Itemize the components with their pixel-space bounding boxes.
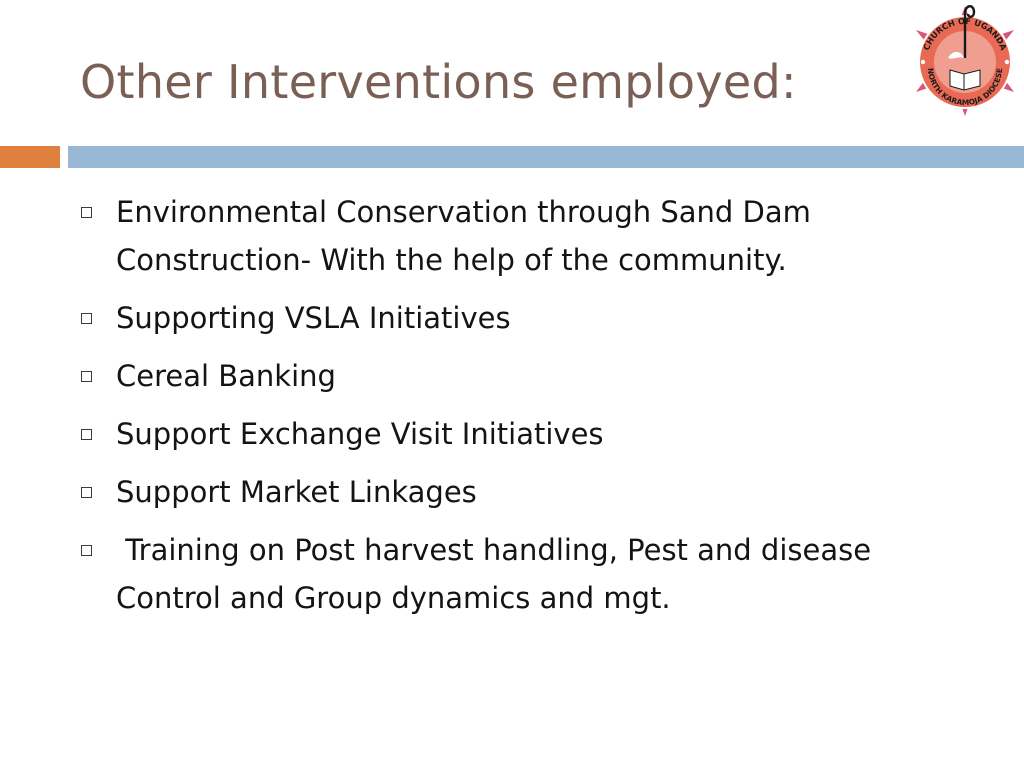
bullet-item [78,294,978,342]
hollow-square-icon [81,371,92,382]
bullet-item [78,468,978,516]
hollow-square-icon [81,487,92,498]
bullet-item [78,188,978,284]
bullet-item [78,526,978,622]
bullet-text: Environmental Conservation through Sand Dam Construction- With the help of the community. [116,195,811,277]
bullet-text: Support Exchange Visit Initiatives [116,417,604,451]
logo-top-text: CHURCH OF UGANDA [921,15,1009,52]
bullet-text: Supporting VSLA Initiatives [116,301,511,335]
hollow-square-icon [81,545,92,556]
title-rule-bar [68,146,1024,168]
bullet-text: Cereal Banking [116,359,336,393]
hollow-square-icon [81,313,92,324]
accent-bar [0,146,60,168]
hollow-square-icon [81,429,92,440]
slide-title: Other Interventions employed: [80,55,797,109]
bullet-item [78,410,978,458]
bullet-text: Training on Post harvest handling, Pest and disease Control and Group dynamics and mgt. [116,533,881,615]
bullet-text: Support Market Linkages [116,475,477,509]
bullet-item [78,352,978,400]
hollow-square-icon [81,207,92,218]
diocese-logo [906,0,1024,146]
logo-bottom-text: NORTH KARAMOJA DIOCESE [925,67,1005,108]
bullet-list [78,188,978,632]
